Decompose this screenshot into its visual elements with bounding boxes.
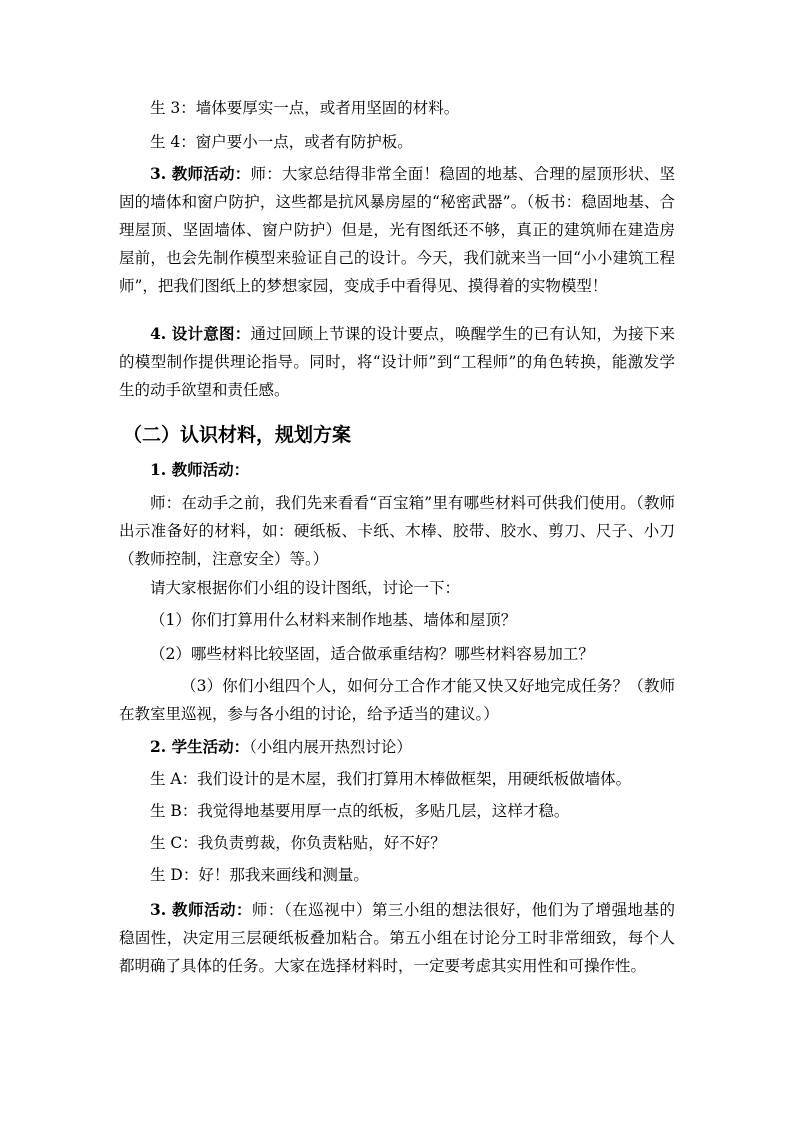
paragraph-student-4: 生 4：窗户要小一点，或者有防护板。 bbox=[150, 133, 413, 151]
paragraph-student-c: 生 C：我负责剪裁，你负责粘贴，好不好？ bbox=[150, 834, 446, 852]
paragraph-student-d: 生 D：好！那我来画线和测量。 bbox=[150, 866, 369, 884]
paragraph-question-3: （3）你们小组四个人，如何分工合作才能又快又好地完成任务？（教师在教室里巡视，参与各小组的讨论，给予适当的建议。） bbox=[119, 677, 675, 723]
paragraph-question-1: （1）你们打算用什么材料来制作地基、墙体和屋顶？ bbox=[150, 611, 517, 629]
paragraph-design-intent bbox=[119, 320, 675, 404]
text-teacher-activity-3b: 师：（在巡视中）第三小组的想法很好，他们为了增强地基的稳固性，决定用三层硬纸板叠加粘合。第五小组在讨论分工时非常细致，每个人都明确了具体的任务。大家在选择材料时，一定要考虑其实用性和可操作性。 bbox=[119, 901, 675, 975]
text-teacher-activity: 师：大家总结得非常全面！稳固的地基、合理的屋顶形状、坚固的墙体和窗户防护，这些都是抗风暴房屋的“秘密武器”。（板书：稳固地基、合理屋顶、坚固墙体、窗户防护）但是，光有图纸还不够，真正的建筑师在建造房屋前，也会先制作模型来验证自己的设计。今天，我们就来当一回“小小建筑工程师”，把我们图纸上的梦想家园，变成手中看得见、摸得着的实物模型！ bbox=[119, 165, 675, 295]
paragraph-teacher-materials: 师：在动手之前，我们先来看看“百宝箱”里有哪些材料可供我们使用。（教师出示准备好的材料，如：硬纸板、卡纸、木棒、胶带、胶水、剪刀、尺子、小刀（教师控制，注意安全）等。） bbox=[119, 494, 675, 568]
label-teacher-activity-3b: 3. 教师活动： bbox=[150, 900, 252, 919]
paragraph-student-3: 生 3：墙体要厚实一点，或者用坚固的材料。 bbox=[150, 99, 460, 117]
text-design-intent: 通过回顾上节课的设计要点，唤醒学生的已有认知，为接下来的模型制作提供理论指导。同时，将“设计师”到“工程师”的角色转换，能激发学生的动手欲望和责任感。 bbox=[119, 325, 675, 399]
label-design-intent: 4. 设计意图： bbox=[150, 324, 251, 343]
text-student-activity: （小组内展开热烈讨论） bbox=[249, 738, 412, 756]
paragraph-question-2: （2）哪些材料比较坚固，适合做承重结构？哪些材料容易加工？ bbox=[150, 645, 594, 663]
paragraph-teacher-activity-3 bbox=[119, 160, 675, 300]
paragraph-label-teacher-activity-1 bbox=[119, 456, 675, 484]
label-student-activity: 2. 学生活动： bbox=[150, 737, 250, 756]
paragraph-student-a: 生 A：我们设计的是木屋，我们打算用木棒做框架，用硬纸板做墙体。 bbox=[150, 770, 632, 788]
label-teacher-activity-1: 1. 教师活动： bbox=[150, 460, 250, 479]
section-heading: （二）认识材料，规划方案 bbox=[123, 424, 352, 446]
paragraph-teacher-activity-3b bbox=[119, 896, 675, 980]
paragraph-discuss-prompt: 请大家根据你们小组的设计图纸，讨论一下： bbox=[150, 579, 461, 597]
paragraph-student-activity bbox=[119, 733, 675, 761]
label-teacher-activity: 3. 教师活动： bbox=[150, 164, 251, 183]
paragraph-student-b: 生 B：我觉得地基要用厚一点的纸板，多贴几层，这样才稳。 bbox=[150, 802, 570, 820]
